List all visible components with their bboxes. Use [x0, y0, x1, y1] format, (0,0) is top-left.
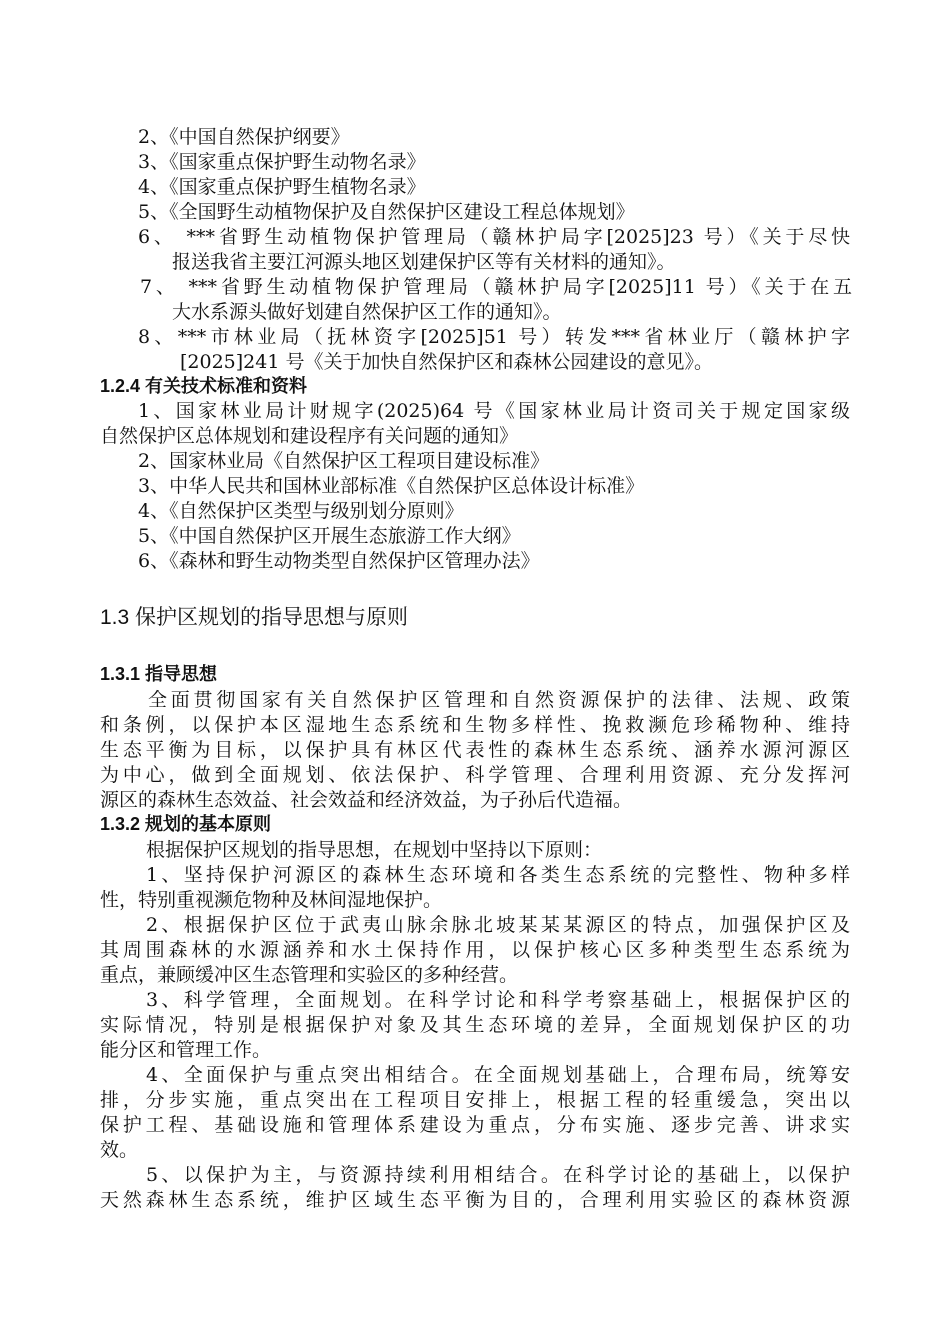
list-item-continuation: 自然保护区总体规划和建设程序有关问题的通知》	[100, 425, 519, 447]
list-item-continuation: 报送我省主要江河源头地区划建保护区等有关材料的通知》。	[172, 251, 676, 273]
list-item: 5、《全国野生动植物保护及自然保护区建设工程总体规划》	[138, 201, 635, 223]
list-item-continuation: [2025]241 号《关于加快自然保护区和森林公园建设的意见》。	[180, 351, 713, 373]
list-item: 5、《中国自然保护区开展生态旅游工作大纲》	[138, 525, 521, 547]
paragraph-line: 天然森林生态系统，维护区域生态平衡为目的，合理利用实验区的森林资源	[100, 1189, 850, 1211]
paragraph-line: 全面贯彻国家有关自然保护区管理和自然资源保护的法律、法规、政策	[148, 689, 850, 711]
list-item: 6、《森林和野生动物类型自然保护区管理办法》	[138, 550, 540, 572]
paragraph-line: 2、根据保护区位于武夷山脉余脉北坡某某某源区的特点，加强保护区及	[146, 914, 850, 936]
section-heading-1-3: 1.3 保护区规划的指导思想与原则	[100, 606, 409, 629]
list-item: 3、《国家重点保护野生动物名录》	[138, 151, 426, 173]
paragraph-line: 实际情况，特别是根据保护对象及其生态环境的差异，全面规划保护区的功	[100, 1014, 850, 1036]
paragraph-line: 生态平衡为目标，以保护具有林区代表性的森林生态系统、涵养水源河源区	[100, 739, 850, 761]
list-item: 7、 ***省野生动植物保护管理局（赣林护局字[2025]11 号）《关于在五	[140, 276, 852, 298]
paragraph-line: 1、坚持保护河源区的森林生态环境和各类生态系统的完整性、物种多样	[146, 864, 850, 886]
list-item: 2、《中国自然保护纲要》	[138, 126, 350, 148]
list-item: 6、 ***省野生动植物保护管理局（赣林护局字[2025]23 号）《关于尽快	[138, 226, 850, 248]
paragraph-line: 为中心，做到全面规划、依法保护、科学管理、合理利用资源、充分发挥河	[100, 764, 850, 786]
list-item: 2、国家林业局《自然保护区工程项目建设标准》	[138, 450, 550, 472]
paragraph-line: 其周围森林的水源涵养和水土保持作用，以保护核心区多种类型生态系统为	[100, 939, 850, 961]
paragraph-line: 源区的森林生态效益、社会效益和经济效益，为子孙后代造福。	[100, 789, 633, 811]
section-heading-1-2-4: 1.2.4 有关技术标准和资料	[100, 376, 308, 396]
paragraph-line: 效。	[100, 1139, 139, 1161]
paragraph-line: 重点，兼顾缓冲区生态管理和实验区的多种经营。	[100, 964, 519, 986]
list-item: 4、《自然保护区类型与级别划分原则》	[138, 500, 464, 522]
paragraph-line: 和条例，以保护本区湿地生态系统和生物多样性、挽救濒危珍稀物种、维持	[100, 714, 850, 736]
paragraph-line: 4、全面保护与重点突出相结合。在全面规划基础上，合理布局，统筹安	[146, 1064, 850, 1086]
paragraph-line: 排，分步实施，重点突出在工程项目安排上，根据工程的轻重缓急，突出以	[100, 1089, 850, 1111]
paragraph-line: 能分区和管理工作。	[100, 1039, 272, 1061]
paragraph-line: 性，特别重视濒危物种及林间湿地保护。	[100, 889, 443, 911]
list-item: 4、《国家重点保护野生植物名录》	[138, 176, 426, 198]
paragraph-line: 保护工程、基础设施和管理体系建设为重点，分布实施、逐步完善、讲求实	[100, 1114, 850, 1136]
list-item: 1、国家林业局计财规字(2025)64 号《国家林业局计资司关于规定国家级	[138, 400, 850, 422]
section-heading-1-3-2: 1.3.2 规划的基本原则	[100, 814, 272, 834]
paragraph-line: 3、科学管理，全面规划。在科学讨论和科学考察基础上，根据保护区的	[146, 989, 850, 1011]
section-heading-1-3-1: 1.3.1 指导思想	[100, 664, 218, 684]
paragraph-line: 5、以保护为主，与资源持续利用相结合。在科学讨论的基础上，以保护	[146, 1164, 850, 1186]
list-item: 3、中华人民共和国林业部标准《自然保护区总体设计标准》	[138, 475, 645, 497]
list-item-continuation: 大水系源头做好划建自然保护区工作的通知》。	[172, 301, 562, 323]
paragraph-line: 根据保护区规划的指导思想，在规划中坚持以下原则：	[146, 839, 603, 861]
list-item: 8、***市林业局（抚林资字[2025]51 号）转发***省林业厅（赣林护字	[138, 326, 850, 348]
